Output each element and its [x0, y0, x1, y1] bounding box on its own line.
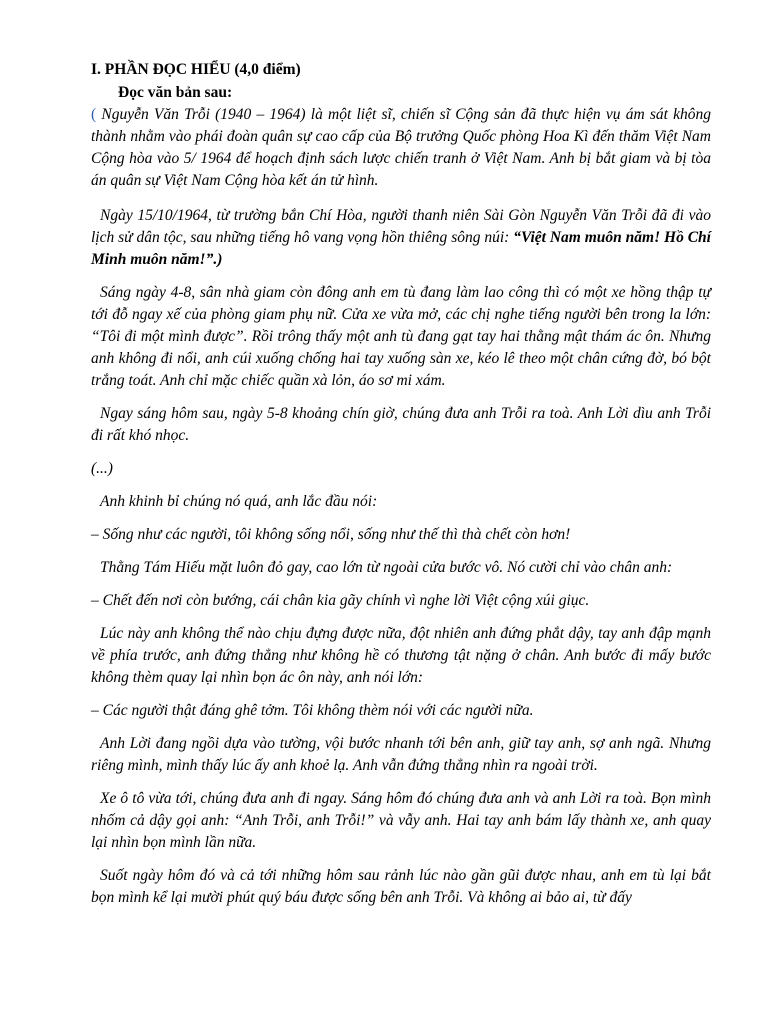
body-paragraph: Anh khinh bỉ chúng nó quá, anh lắc đầu nói: [100, 493, 378, 510]
ellipsis-marker: (...) [91, 460, 113, 477]
paragraph-execution-date [91, 205, 711, 271]
paragraph-text: Ngày 15/10/1964, từ trường bắn Chí Hòa, người thanh niên Sài Gòn Nguyễn Văn Trỗi đã đi vào lịch sử dân tộc, sau những tiếng hô vang vọng hồn thiêng sông núi: [91, 207, 711, 246]
body-paragraph: Anh Lời đang ngồi dựa vào tường, vội bước nhanh tới bên anh, giữ tay anh, sợ anh ngã. Nhưng riêng mình, mình thấy lúc ấy anh khoẻ lạ. Anh vẫn đứng thẳng nhìn ra ngoài trời. [91, 735, 711, 774]
body-paragraph: Thằng Tám Hiếu mặt luôn đỏ gay, cao lớn từ ngoài cửa bước vô. Nó cười chỉ vào chân anh: [100, 559, 673, 576]
section-title: I. PHẦN ĐỌC HIỂU (4,0 điểm) [91, 61, 301, 78]
slogan-quote: “Việt Nam muôn năm! Hồ Chí Minh muôn năm!”.) [91, 229, 711, 268]
dialogue-line: – Sống như các người, tôi không sống nổi, sống như thế thì thà chết còn hơn! [91, 526, 571, 543]
instruction-subtitle: Đọc văn bản sau: [118, 84, 233, 101]
body-paragraph: Lúc này anh không thể nào chịu đựng được nữa, đột nhiên anh đứng phắt dậy, tay anh đập mạnh về phía trước, anh đứng thẳng như không hề có thương tật nặng ở chân. Anh bước đi mấy bước không thèm quay lại nhìn bọn ác ôn này, anh nói lớn: [91, 625, 711, 686]
document-page [91, 59, 711, 920]
body-paragraph: Xe ô tô vừa tới, chúng đưa anh đi ngay. Sáng hôm đó chúng đưa anh và anh Lời ra toà. Bọn mình nhốm cả dậy gọi anh: “Anh Trỗi, anh Trỗi!” và vẫy anh. Hai tay anh bám lấy thành xe, anh quay lại nhìn bọn mình lần nữa. [91, 790, 711, 851]
dialogue-line: – Chết đến nơi còn bướng, cái chân kia gãy chính vì nghe lời Việt cộng xúi giục. [91, 592, 590, 609]
body-paragraph: Sáng ngày 4-8, sân nhà giam còn đông anh em tù đang làm lao công thì có một xe hồng thập tự tới đỗ ngay xế của phòng giam phụ nữ. Cửa xe vừa mở, các chị nghe tiếng người bên trong la lớn: “Tôi đi một mình được”. Rồi trông thấy một anh tù đang gạt tay hai thằng mật thám ác ôn. Nhưng anh không đi nổi, anh cúi xuống chống hai tay xuống sàn xe, kéo lê theo một chân cứng đờ, bó bột trắng toát. Anh chỉ mặc chiếc quần xà lỏn, áo sơ mi xám. [91, 284, 711, 389]
dialogue-line: – Các người thật đáng ghê tởm. Tôi không thèm nói với các người nữa. [91, 702, 534, 719]
intro-text: Nguyễn Văn Trỗi (1940 – 1964) là một liệt sĩ, chiến sĩ Cộng sản đã thực hiện vụ ám sát không thành nhằm vào phái đoàn quân sự cao cấp của Bộ trưởng Quốc phòng Hoa Kì đến thăm Việt Nam Cộng hòa vào 5/ 1964 để hoạch định sách lược chiến tranh ở Việt Nam. Anh bị bắt giam và bị tòa án quân sự Việt Nam Cộng hòa kết án tử hình. [91, 106, 711, 189]
body-paragraph: Suốt ngày hôm đó và cả tới những hôm sau rảnh lúc nào gần gũi được nhau, anh em tù lại bắt bọn mình kể lại mười phút quý báu được sống bên anh Trỗi. Và không ai bảo ai, từ đấy [91, 867, 711, 906]
intro-open-paren: ( [91, 106, 97, 123]
body-paragraph: Ngay sáng hôm sau, ngày 5-8 khoảng chín giờ, chúng đưa anh Trỗi ra toà. Anh Lời dìu anh Trỗi đi rất khó nhọc. [91, 405, 711, 444]
intro-paragraph [91, 104, 711, 192]
